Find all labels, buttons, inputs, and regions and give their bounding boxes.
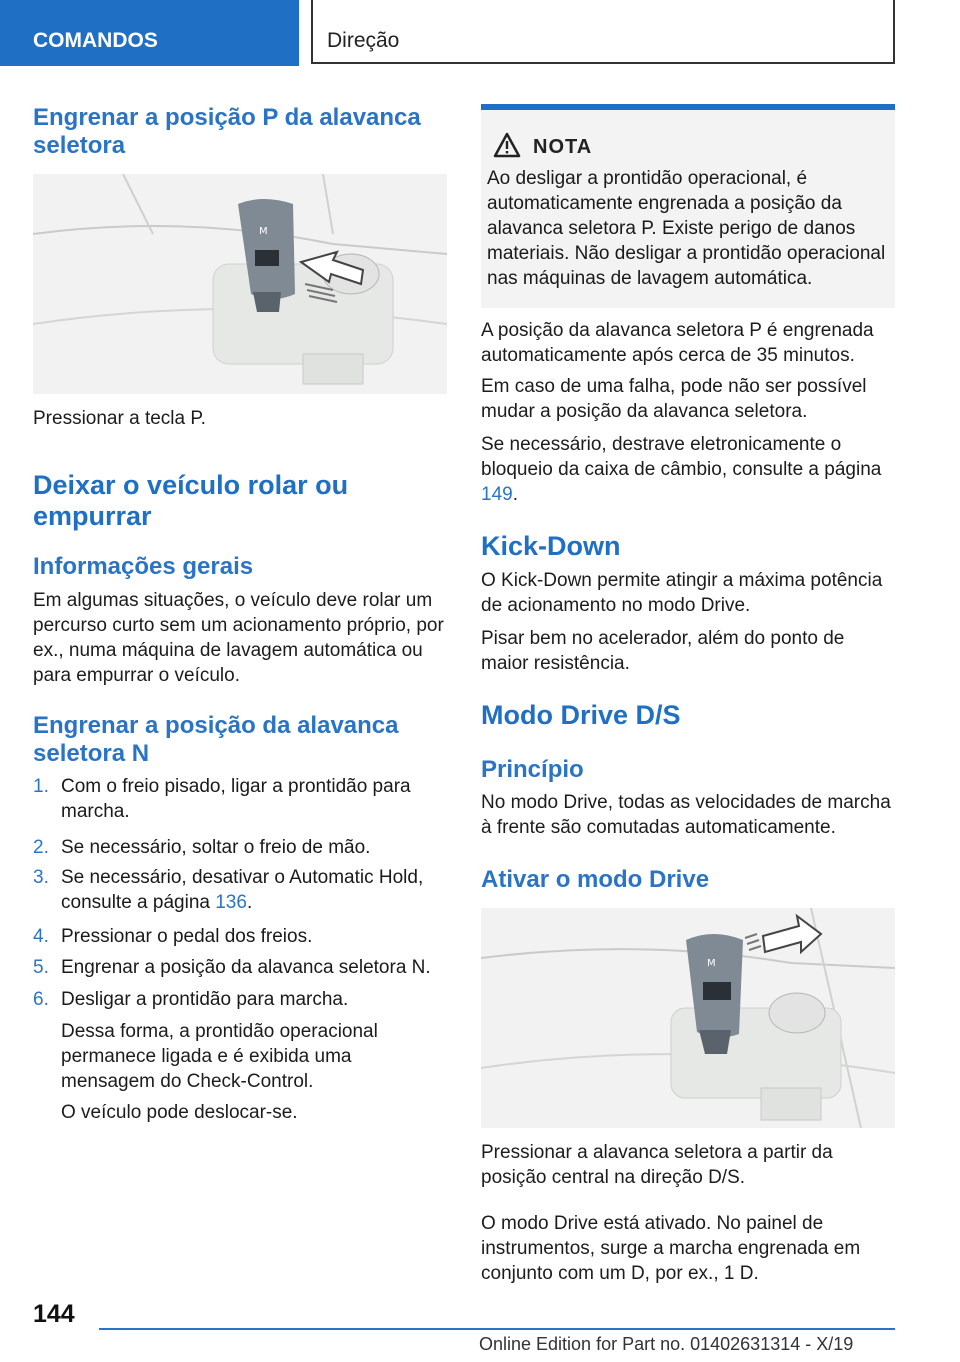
unlock-text-end: . <box>512 484 518 505</box>
caption-park: Pressionar a tecla P. <box>33 408 206 429</box>
step-number: 4. <box>33 926 49 947</box>
paragraph-auto-park: A posição da alavanca seletora P é engrenada automaticamente após cerca de 35 minutos. <box>481 320 874 366</box>
step-text: Desligar a prontidão para marcha. <box>61 989 349 1010</box>
unlock-text: Se necessário, destrave eletronicamente o bloqueio da caixa de câmbio, consulte a página <box>481 434 882 480</box>
footer-edition: Online Edition for Part no. 01402631314 - X/19 <box>479 1334 854 1354</box>
step-text: Pressionar o pedal dos freios. <box>61 926 313 947</box>
footer-divider <box>99 1328 895 1330</box>
step-number: 5. <box>33 957 49 978</box>
step-text: Com o freio pisado, ligar a prontidão para marcha. <box>61 776 411 822</box>
step-number: 1. <box>33 776 49 797</box>
paragraph-unlock <box>481 432 895 507</box>
step6-detail-2: O veículo pode deslocar-se. <box>61 1102 298 1123</box>
heading-drive-mode: Modo Drive D/S <box>481 700 681 730</box>
step-text-part: . <box>246 892 253 913</box>
selector-lever-drive-illustration <box>481 908 895 1128</box>
page-link-136[interactable]: 136 <box>215 892 247 913</box>
heading-neutral-position: Engrenar a posição da alavanca seletora N <box>33 712 399 767</box>
svg-text:M: M <box>707 958 716 969</box>
paragraph-general: Em algumas situações, o veículo deve rolar um percurso curto sem um acionamento próprio, por ex., numa máquina de lavagem automática ou para empurrar o veículo. <box>33 590 444 686</box>
note-title: NOTA <box>533 136 593 158</box>
heading-principle: Princípio <box>481 756 584 783</box>
figure-selector-lever-p <box>33 174 447 394</box>
paragraph-kick-2: Pisar bem no acelerador, além do ponto de maior resistência. <box>481 628 845 674</box>
note-body: Ao desligar a prontidão operacional, é automaticamente engrenada a posição da alavanca seletora P. Existe perigo de danos materiais. Não desligar a prontidão operacional nas máquinas de lavagem automática. <box>487 168 886 289</box>
step-text-part: Se necessário, desativar o Automatic Hold, consulte a página <box>61 867 424 913</box>
page-number: 144 <box>33 1300 75 1328</box>
figure-selector-lever-drive <box>481 908 895 1128</box>
chapter-header: Direção <box>311 0 895 64</box>
caption-drive: Pressionar a alavanca seletora a partir da posição central na direção D/S. <box>481 1142 833 1188</box>
heading-kick-down: Kick-Down <box>481 531 621 561</box>
step-number: 2. <box>33 837 49 858</box>
step6-detail: Dessa forma, a prontidão operacional permanece ligada e é exibida uma mensagem do Check-Control. <box>61 1021 378 1092</box>
paragraph-kick-1: O Kick-Down permite atingir a máxima potência de acionamento no modo Drive. <box>481 570 883 616</box>
note-box <box>481 104 895 308</box>
heading-roll-push: Deixar o veículo rolar ou empurrar <box>33 470 349 531</box>
selector-lever-p-illustration <box>33 174 447 394</box>
paragraph-principle: No modo Drive, todas as velocidades de marcha à frente são comutadas automaticamente. <box>481 792 891 838</box>
page-link-149[interactable]: 149 <box>481 484 513 505</box>
paragraph-drive-active: O modo Drive está ativado. No painel de instrumentos, surge a marcha engrenada em conjunto com um D, por ex., 1 D. <box>481 1213 861 1284</box>
step-text <box>61 865 447 915</box>
warning-icon <box>493 132 521 158</box>
svg-text:M: M <box>259 226 268 237</box>
step-text: Se necessário, soltar o freio de mão. <box>61 837 371 858</box>
paragraph-failure: Em caso de uma falha, pode não ser possível mudar a posição da alavanca seletora. <box>481 376 867 422</box>
step-number: 3. <box>33 867 49 888</box>
step-number: 6. <box>33 989 49 1010</box>
heading-park-position: Engrenar a posição P da alavanca seletora <box>33 104 421 159</box>
heading-activate-drive: Ativar o modo Drive <box>481 866 710 893</box>
heading-general-info: Informações gerais <box>33 553 254 580</box>
section-tab: COMANDOS <box>0 0 299 66</box>
step-text: Engrenar a posição da alavanca seletora N. <box>61 957 431 978</box>
